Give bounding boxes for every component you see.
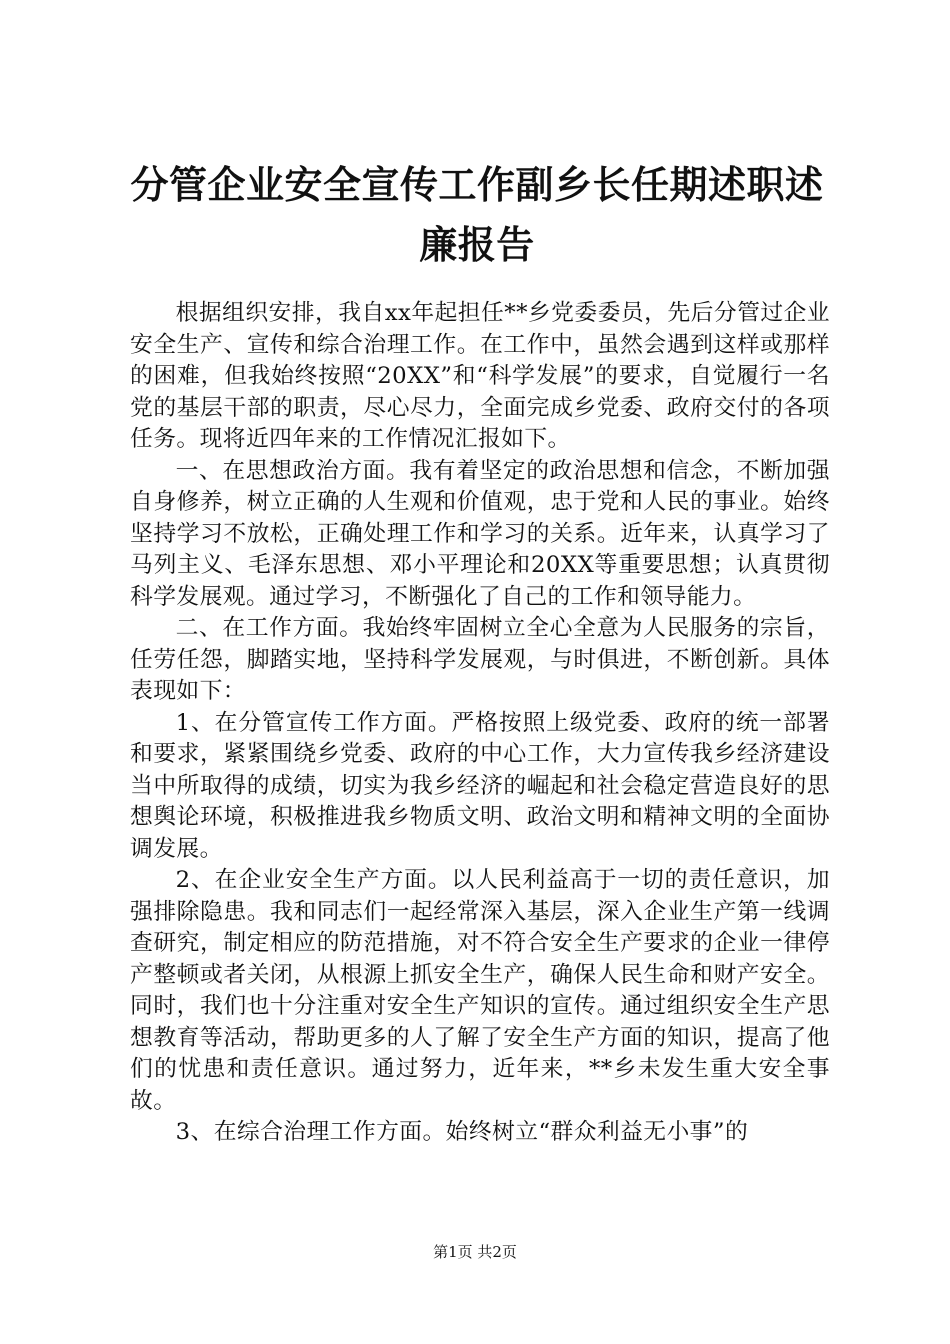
page-number-footer: 第1页 共2页	[433, 1243, 517, 1261]
paragraph-governance: 3、在综合治理工作方面。始终树立“群众利益无小事”的	[175, 1119, 749, 1145]
paragraph-intro: 根据组织安排，我自xx年起担任**乡党委委员，先后分管过企业安全生产、宣传和综合治理工作。在工作中，虽然会遇到这样或那样的困难，但我始终按照“20XX”和“科学发展”的要求，自觉履行一名党的基层干部的职责，尽心尽力，全面完成乡党委、政府交付的各项任务。现将近四年来的工作情况汇报如下。	[130, 300, 830, 452]
paragraph-safety: 2、在企业安全生产方面。以人民利益高于一切的责任意识，加强排除隐患。我和同志们一起经常深入基层，深入企业生产第一线调查研究，制定相应的防范措施，对不符合安全生产要求的企业一律停产整顿或者关闭，从根源上抓安全生产，确保人民生命和财产安全。同时，我们也十分注重对安全生产知识的宣传。通过组织安全生产思想教育等活动，帮助更多的人了解了安全生产方面的知识，提高了他们的忧患和责任意识。通过努力，近年来，**乡未发生重大安全事故。	[130, 867, 830, 1114]
document-body	[130, 298, 830, 1149]
paragraph-publicity: 1、在分管宣传工作方面。严格按照上级党委、政府的统一部署和要求，紧紧围绕乡党委、政府的中心工作，大力宣传我乡经济建设当中所取得的成绩，切实为我乡经济的崛起和社会稳定营造良好的思想舆论环境，积极推进我乡物质文明、政治文明和精神文明的全面协调发展。	[130, 709, 830, 862]
document-title: 分管企业安全宣传工作副乡长任期述职述廉报告	[130, 162, 824, 267]
paragraph-political: 一、在思想政治方面。我有着坚定的政治思想和信念，不断加强自身修养，树立正确的人生观和价值观，忠于党和人民的事业。始终坚持学习不放松，正确处理工作和学习的关系。近年来，认真学习了马列主义、毛泽东思想、邓小平理论和20XX等重要思想；认真贯彻科学发展观。通过学习，不断强化了自己的工作和领导能力。	[130, 457, 830, 610]
paragraph-work: 二、在工作方面。我始终牢固树立全心全意为人民服务的宗旨，任劳任怨，脚踏实地，坚持科学发展观，与时俱进，不断创新。具体表现如下：	[130, 615, 830, 704]
